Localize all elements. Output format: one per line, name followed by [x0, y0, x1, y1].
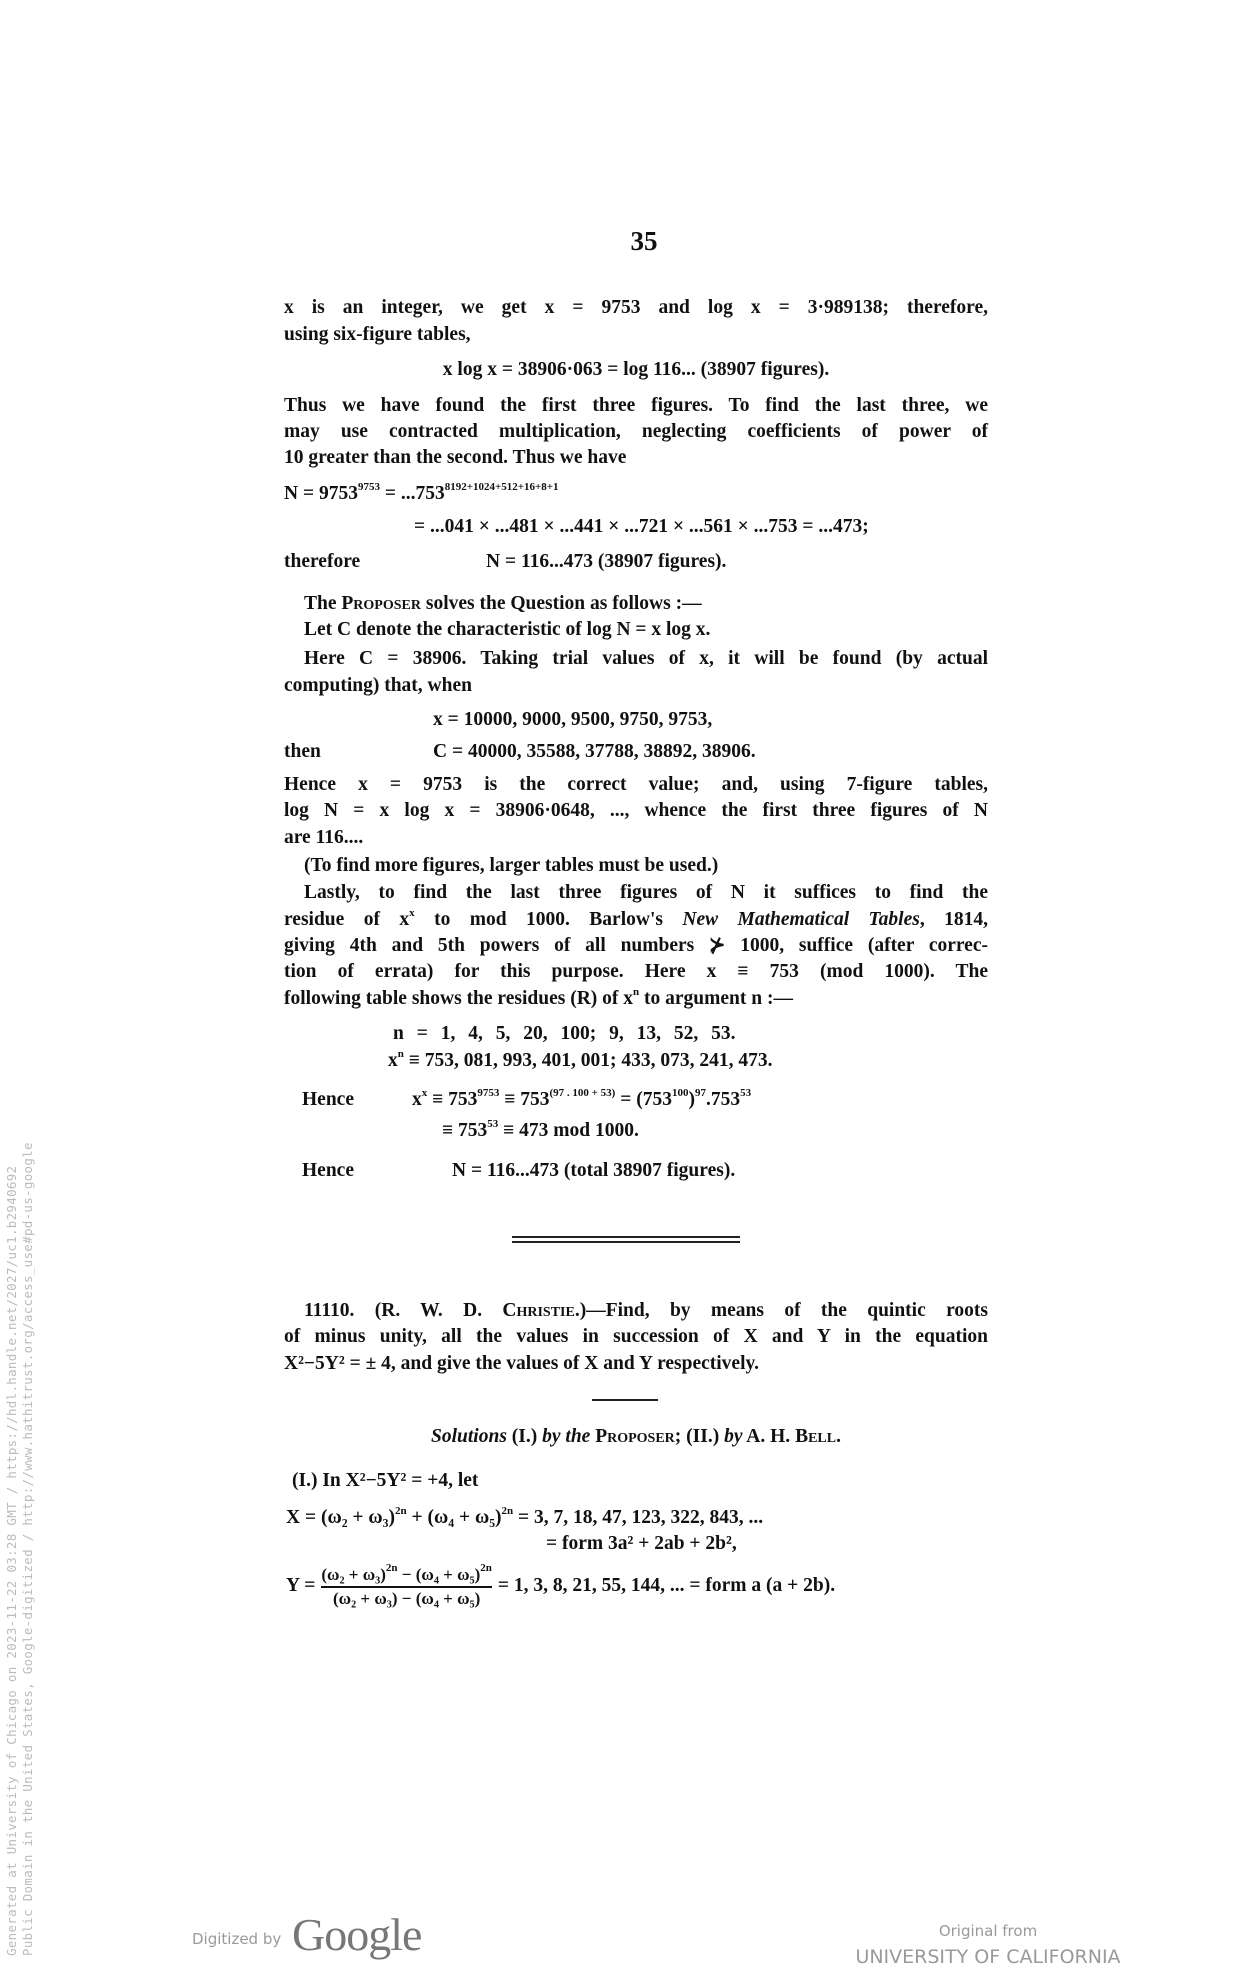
paragraph-line: giving 4th and 5th powers of all numbers ⊁ 1000, suffice (after correc- — [284, 935, 988, 956]
equation-xvals: x = 10000, 9000, 9500, 9750, 9753, — [433, 709, 713, 730]
university-label: UNIVERSITY OF CALIFORNIA — [855, 1946, 1121, 1968]
original-from-label: Original from — [938, 1922, 1038, 1940]
therefore-line: therefore N = 116...473 (38907 figures). — [284, 551, 727, 572]
solutions-heading: Solutions (I.) by the Proposer; (II.) by A. H. Bell. — [431, 1426, 841, 1447]
paragraph-line: Here C = 38906. Taking trial values of x, it will be found (by actual — [304, 648, 988, 669]
paragraph-line: Let C denote the characteristic of log N = x log x. — [304, 619, 711, 640]
equation-X: $X = (\omega_2 + \omega_3)^{2n} + (\omega_4 + \omega_5)^{2n} = 3$, 7, 18, 47, 123, 322, 843, ... — [286, 1505, 764, 1528]
paragraph-line: 10 greater than the second. Thus we have — [284, 447, 627, 468]
paragraph-line: Hence x = 9753 is the correct value; and, using 7-figure tables, — [284, 774, 988, 795]
google-logo: Google — [292, 1909, 422, 1960]
paragraph-line: (To find more figures, larger tables must be used.) — [304, 855, 719, 876]
paragraph-line: residue of $x^x$ to mod 1000. Barlow's New Mathematical Tables, 1814, — [284, 907, 989, 930]
paragraph-line: are 116.... — [284, 827, 364, 848]
then-line: then C = 40000, 35588, 37788, 38892, 38906. — [284, 741, 756, 762]
paragraph-line: may use contracted multiplication, neglecting coefficients of power of — [284, 421, 988, 442]
paragraph-line: using six-figure tables, — [284, 324, 471, 345]
double-rule-top — [512, 1236, 740, 1238]
table-n-row: n = 1, 4, 5, 20, 100; 9, 13, 52, 53. — [393, 1023, 736, 1044]
question-line: of minus unity, all the values in succession of X and Y in the equation — [284, 1326, 988, 1347]
equation-residue-line2: ≡ $753^{53} \equiv 473$ mod 1000. — [442, 1118, 639, 1141]
paragraph-line: computing) that, when — [284, 675, 472, 696]
paragraph-line: following table shows the residues (R) of $x^n$ to argument n :— — [284, 986, 793, 1009]
double-rule-bottom — [512, 1241, 740, 1243]
watermark: Generated at University of Chicago on 2023-11-22 03:28 GMT / https://hdl.handle.net/2027/uc1.b2940692 Public Domain in the United States, Google-digitized / http://www.hathitrust.org/access_use#pd-us-google — [4, 1142, 35, 1956]
equation-final: N = 116...473 (total 38907 figures). — [452, 1160, 736, 1181]
paragraph-line: Lastly, to find the last three figures of N it suffices to find the — [304, 882, 988, 903]
equation-N: $N = 9753^{9753} = ...753^{8192+1024+512+16+8+1}$ — [284, 481, 559, 504]
equation-Y: Y = $\frac{(\omega_2 + \omega_3)^{2n} - (\omega_4 + \omega_5)^{2n}}{\text{(ω₂ + ω₃) − (ω₄ + ω₅)}}$ = 1, 3, 8, 21, 55, 144, ... = form a (a + 2b). — [286, 1561, 836, 1608]
question-line: X²−5Y² = ± 4, and give the values of X and Y respectively. — [284, 1353, 760, 1374]
equation-residue: $x^x \equiv 753^{9753} \equiv 753^{(97 . 100 + 53)} = (753^{100})^{97}.753^{53}$ — [412, 1087, 752, 1110]
hence-label: Hence — [302, 1089, 354, 1110]
equation-X-form: = form 3a² + 2ab + 2b², — [546, 1533, 737, 1554]
equation-N-line2: = ...041 × ...481 × ...441 × ...721 × ...561 × ...753 = ...473; — [414, 516, 869, 537]
proposer-line: The Proposer solves the Question as follows :— — [304, 593, 702, 614]
paragraph-line: Thus we have found the first three figures. To find the last three, we — [284, 395, 988, 416]
short-rule — [592, 1399, 658, 1401]
equation-xlogx: x log x = 38906·063 = log 116... (38907 figures). — [442, 359, 830, 380]
fraction: $\frac{(\omega_2 + \omega_3)^{2n} - (\omega_4 + \omega_5)^{2n}}{\text{(ω₂ + ω₃) − (ω₄ + ω₅)}}$ — [321, 1561, 492, 1608]
solution-intro: (I.) In X²−5Y² = +4, let — [292, 1470, 479, 1491]
paragraph-line: log N = x log x = 38906·0648, ..., whence the first three figures of N — [284, 800, 988, 821]
paragraph-line: tion of errata) for this purpose. Here x ≡ 753 (mod 1000). The — [284, 961, 988, 982]
paragraph-line: x is an integer, we get x = 9753 and log x = 3·989138; therefore, — [284, 297, 988, 318]
hence-label: Hence — [302, 1160, 354, 1181]
digitized-by-label: Digitized by — [192, 1930, 282, 1948]
table-x-row: $x^n \equiv 753$, 081, 993, 401, 001; 433, 073, 241, 473. — [388, 1048, 773, 1071]
question-line: 11110. (R. W. D. Christie.)—Find, by means of the quintic roots — [304, 1300, 988, 1321]
page-number: 35 — [630, 226, 658, 256]
